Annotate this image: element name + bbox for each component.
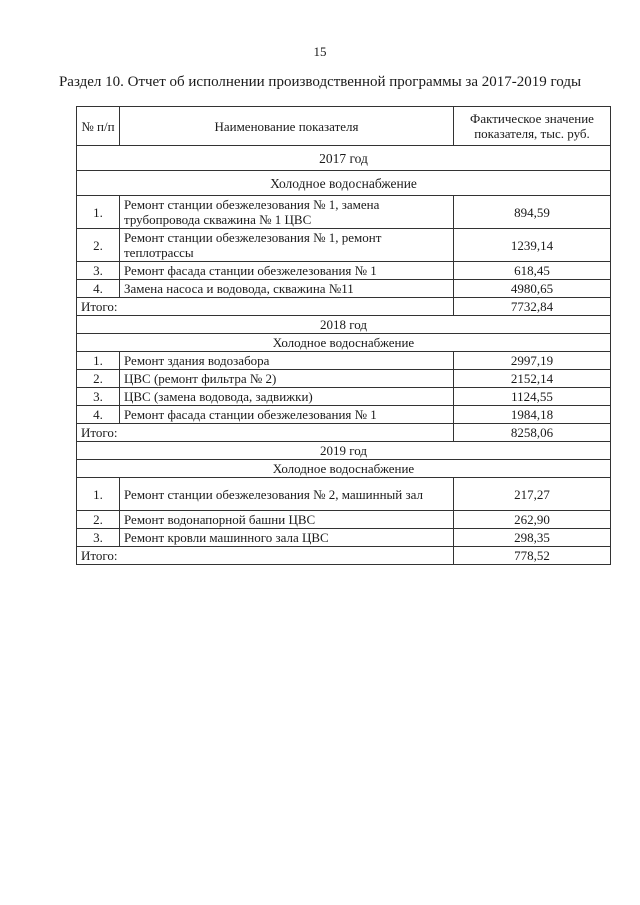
- row-value: 1239,14: [454, 229, 611, 262]
- table-row: [77, 280, 611, 298]
- row-num: 1.: [77, 352, 120, 370]
- year-label: 2018 год: [77, 316, 611, 334]
- table-row: [77, 370, 611, 388]
- row-value: 894,59: [454, 196, 611, 229]
- row-num: 2.: [77, 370, 120, 388]
- table-row: [77, 478, 611, 511]
- total-row: [77, 298, 611, 316]
- document-title: Раздел 10. Отчет об исполнении производственной программы за 2017-2019 годы: [58, 74, 582, 90]
- total-value: 778,52: [454, 547, 611, 565]
- row-name: Ремонт станции обезжелезования № 1, замена трубопровода скважина № 1 ЦВС: [120, 196, 454, 229]
- table-row: [77, 262, 611, 280]
- page-number: 15: [313, 44, 327, 59]
- total-label: Итого:: [77, 298, 454, 316]
- year-label: 2019 год: [77, 442, 611, 460]
- header-num: № п/п: [77, 107, 120, 146]
- row-num: 4.: [77, 406, 120, 424]
- row-value: 2152,14: [454, 370, 611, 388]
- row-num: 3.: [77, 529, 120, 547]
- table-row: [77, 529, 611, 547]
- row-num: 4.: [77, 280, 120, 298]
- table-row: [77, 196, 611, 229]
- row-name: Ремонт здания водозабора: [120, 352, 454, 370]
- row-num: 2.: [77, 511, 120, 529]
- table-row: [77, 388, 611, 406]
- table-row: [77, 406, 611, 424]
- row-num: 1.: [77, 196, 120, 229]
- section-label: Холодное водоснабжение: [77, 460, 611, 478]
- report-table: [76, 106, 611, 565]
- total-value: 8258,06: [454, 424, 611, 442]
- year-row: [77, 316, 611, 334]
- row-num: 3.: [77, 388, 120, 406]
- total-label: Итого:: [77, 547, 454, 565]
- row-name: Ремонт фасада станции обезжелезования № 1: [120, 262, 454, 280]
- year-row: [77, 442, 611, 460]
- section-label: Холодное водоснабжение: [77, 334, 611, 352]
- row-value: 618,45: [454, 262, 611, 280]
- row-name: ЦВС (ремонт фильтра № 2): [120, 370, 454, 388]
- header-value: Фактическое значение показателя, тыс. руб.: [454, 107, 611, 146]
- section-row: [77, 334, 611, 352]
- row-num: 3.: [77, 262, 120, 280]
- row-name: Ремонт водонапорной башни ЦВС: [120, 511, 454, 529]
- row-value: 217,27: [454, 478, 611, 511]
- table-header-row: [77, 107, 611, 146]
- total-label: Итого:: [77, 424, 454, 442]
- row-value: 1984,18: [454, 406, 611, 424]
- total-value: 7732,84: [454, 298, 611, 316]
- row-value: 2997,19: [454, 352, 611, 370]
- row-name: Ремонт станции обезжелезования № 2, машинный зал: [120, 478, 454, 511]
- row-value: 1124,55: [454, 388, 611, 406]
- row-value: 262,90: [454, 511, 611, 529]
- section-row: [77, 171, 611, 196]
- header-name: Наименование показателя: [120, 107, 454, 146]
- row-num: 1.: [77, 478, 120, 511]
- row-value: 298,35: [454, 529, 611, 547]
- row-name: Ремонт фасада станции обезжелезования № 1: [120, 406, 454, 424]
- row-name: ЦВС (замена водовода, задвижки): [120, 388, 454, 406]
- section-row: [77, 460, 611, 478]
- total-row: [77, 547, 611, 565]
- section-label: Холодное водоснабжение: [77, 171, 611, 196]
- row-num: 2.: [77, 229, 120, 262]
- table-row: [77, 229, 611, 262]
- total-row: [77, 424, 611, 442]
- table-row: [77, 352, 611, 370]
- table-row: [77, 511, 611, 529]
- row-name: Ремонт станции обезжелезования № 1, ремонт теплотрассы: [120, 229, 454, 262]
- row-value: 4980,65: [454, 280, 611, 298]
- row-name: Замена насоса и водовода, скважина №11: [120, 280, 454, 298]
- year-row: [77, 146, 611, 171]
- row-name: Ремонт кровли машинного зала ЦВС: [120, 529, 454, 547]
- year-label: 2017 год: [77, 146, 611, 171]
